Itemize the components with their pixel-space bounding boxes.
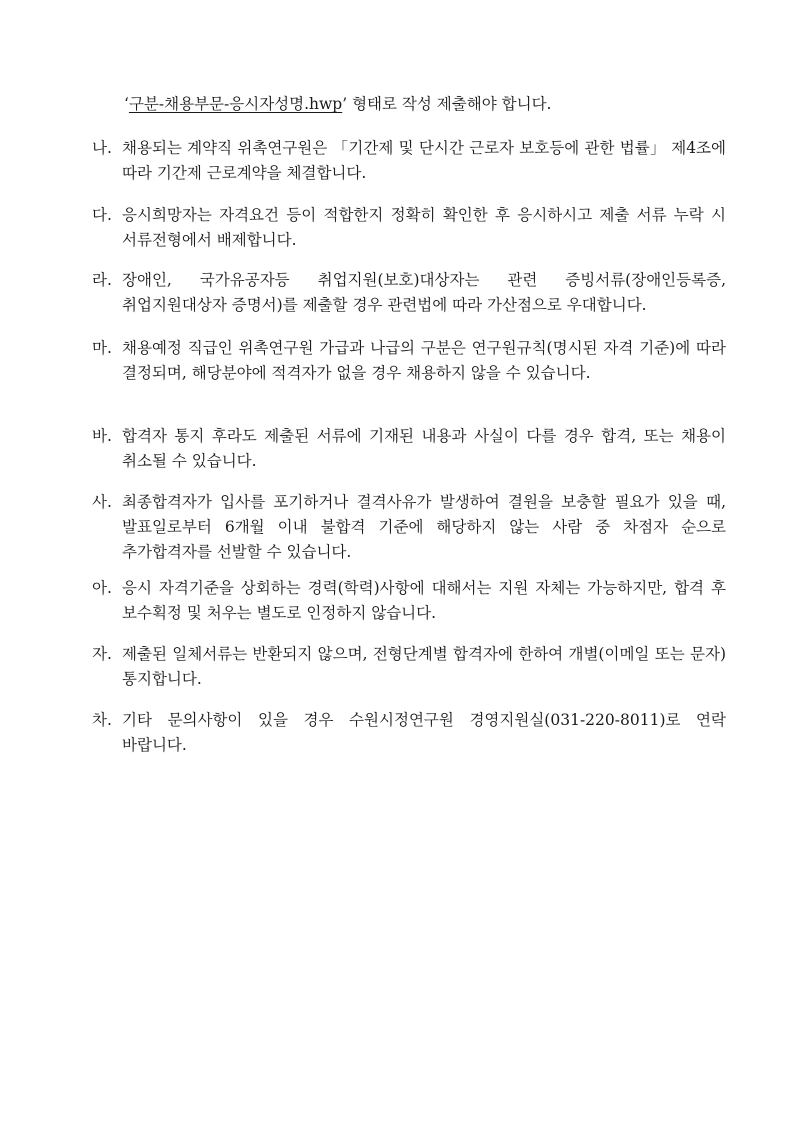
list-item-a <box>92 576 726 626</box>
intro-filename: 구분-채용부문-응시자성명.hwp <box>128 95 343 113</box>
list-item-marker: 자. <box>92 645 112 663</box>
list-item-text: 기타 문의사항이 있을 경우 수원시정연구원 경영지원실(031-220-8011)로 연락 바랍니다. <box>122 711 726 754</box>
list-item-marker: 바. <box>92 427 112 445</box>
list-item-text: 최종합격자가 입사를 포기하거나 결격사유가 발생하여 결원을 보충할 필요가 있을 때, 발표일로부터 6개월 이내 불합격 기준에 해당하지 않는 사람 중 차점자 순으로 추가합격자를 선발할 수 있습니다. <box>122 493 726 561</box>
list-item-marker: 마. <box>92 339 112 357</box>
list-item-text: 제출된 일체서류는 반환되지 않으며, 전형단계별 합격자에 한하여 개별(이메일 또는 문자) 통지합니다. <box>122 645 726 688</box>
list-item-ba <box>92 424 726 474</box>
list-item-marker: 차. <box>92 711 112 729</box>
intro-line <box>124 92 724 116</box>
list-item-ja <box>92 642 726 692</box>
list-item-na <box>92 136 726 186</box>
list-item-ma <box>92 336 726 386</box>
list-item-cha <box>92 708 726 758</box>
list-item-marker: 나. <box>92 139 112 157</box>
list-item-text: 장애인, 국가유공자등 취업지원(보호)대상자는 관련 증빙서류(장애인등록증, 취업지원대상자 증명서)를 제출할 경우 관련법에 따라 가산점으로 우대합니다. <box>122 271 726 314</box>
list-item-marker: 아. <box>92 579 112 597</box>
intro-rest: 형태로 작성 제출해야 합니다. <box>347 95 552 113</box>
list-item-text: 응시 자격기준을 상회하는 경력(학력)사항에 대해서는 지원 자체는 가능하지만, 합격 후 보수획정 및 처우는 별도로 인정하지 않습니다. <box>122 579 726 622</box>
list-item-marker: 라. <box>92 271 112 289</box>
list-item-text: 채용되는 계약직 위촉연구원은 「기간제 및 단시간 근로자 보호등에 관한 법률」 제4조에 따라 기간제 근로계약을 체결합니다. <box>122 139 726 182</box>
list-item-text: 합격자 통지 후라도 제출된 서류에 기재된 내용과 사실이 다를 경우 합격, 또는 채용이 취소될 수 있습니다. <box>122 427 726 470</box>
list-item-marker: 사. <box>92 493 112 511</box>
intro-quote-open: ‘ <box>124 95 129 113</box>
list-item-text: 채용예정 직급인 위촉연구원 가급과 나급의 구분은 연구원규칙(명시된 자격 기준)에 따라 결정되며, 해당분야에 적격자가 없을 경우 채용하지 않을 수 있습니다. <box>122 339 726 382</box>
list-item-ra <box>92 268 726 318</box>
list-item-sa <box>92 490 726 565</box>
intro-quote-close: ’ <box>342 95 348 113</box>
list-item-text: 응시희망자는 자격요건 등이 적합한지 정확히 확인한 후 응시하시고 제출 서류 누락 시 서류전형에서 배제합니다. <box>122 206 726 249</box>
list-item-da <box>92 203 726 253</box>
list-item-marker: 다. <box>92 206 112 224</box>
